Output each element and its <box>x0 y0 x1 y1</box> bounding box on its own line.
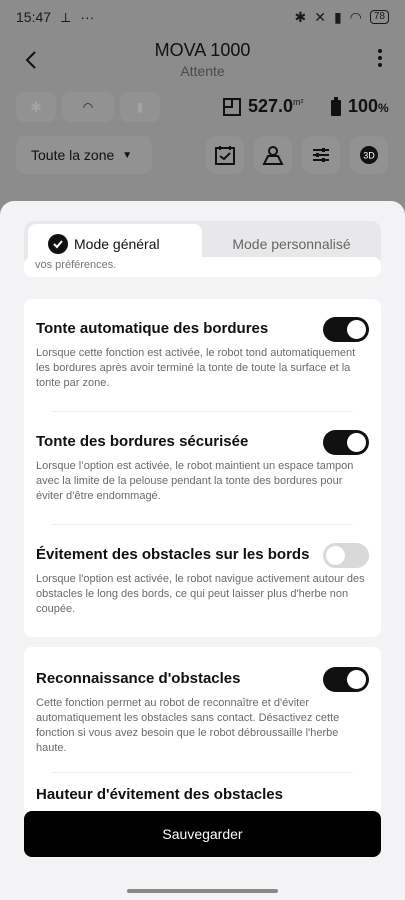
setting-item <box>36 669 369 756</box>
tab-general-label: Mode général <box>74 236 160 252</box>
status-time: 15:47 <box>16 9 52 25</box>
mute-icon: ✕ <box>314 8 326 25</box>
top-bar <box>0 34 405 90</box>
3d-view-button[interactable] <box>350 136 388 174</box>
setting-item <box>36 432 369 504</box>
map-button[interactable] <box>254 136 292 174</box>
status-bar <box>0 0 405 34</box>
setting-description: Cette fonction permet au robot de reconnaître et d'éviter automatiquement les obstacles sans contact. Désactivez cette fonction si vous avez besoin que le robot débroussaille l'herbe haute. <box>36 697 340 754</box>
calendar-icon <box>214 144 236 166</box>
setting-title: Évitement des obstacles sur les bords <box>36 546 310 563</box>
setting-item <box>36 545 369 617</box>
save-button[interactable]: Sauvegarder <box>24 811 381 857</box>
area-readout <box>222 96 304 117</box>
divider <box>52 524 353 525</box>
previous-card-text: vos préférences. <box>35 259 117 271</box>
setting-description: Lorsque l'option est activée, le robot navigue activement autour des obstacles le long des bords, ce qui peut laisser plus d'herbe non coupée. <box>36 573 365 615</box>
battery-unit: % <box>378 101 389 115</box>
caret-down-icon: ▼ <box>122 149 133 161</box>
area-icon <box>222 97 242 117</box>
bluetooth-status-icon: ✱ <box>294 8 307 25</box>
device-title: MOVA 1000 <box>154 40 251 60</box>
setting-title: Tonte automatique des bordures <box>36 320 269 337</box>
toolbar <box>206 136 388 174</box>
more-notifications-icon: ··· <box>80 9 95 25</box>
check-icon <box>48 234 68 254</box>
area-value: 527.0 <box>248 96 294 116</box>
edge-obstacle-toggle[interactable] <box>323 543 369 568</box>
divider <box>52 411 353 412</box>
obstacle-recognition-toggle[interactable] <box>323 667 369 692</box>
settings-list[interactable] <box>24 259 381 803</box>
settings-button[interactable] <box>302 136 340 174</box>
battery-value: 100 <box>348 96 379 116</box>
wifi-status-icon: ◠ <box>349 8 362 25</box>
edge-settings-card <box>24 299 381 637</box>
settings-sheet <box>0 201 405 900</box>
area-unit: m² <box>293 97 304 107</box>
background-app <box>0 0 405 215</box>
setting-item[interactable] <box>36 785 369 805</box>
connectivity-indicators <box>16 92 160 122</box>
home-indicator[interactable] <box>127 889 278 893</box>
setting-title: Tonte des bordures sécurisée <box>36 433 249 450</box>
more-icon[interactable] <box>377 48 383 68</box>
battery-readout <box>330 96 389 117</box>
map-icon <box>262 144 284 166</box>
signal-icon: ▮ <box>333 8 342 25</box>
battery-status: 78 <box>370 10 389 24</box>
notification-icon: ⟂ <box>61 8 71 25</box>
setting-title: Hauteur d'évitement des obstacles <box>36 786 283 803</box>
schedule-button[interactable] <box>206 136 244 174</box>
device-status: Attente <box>180 63 225 79</box>
previous-card <box>24 257 381 277</box>
zone-select-label: Toute la zone <box>31 147 115 163</box>
setting-item <box>36 319 369 391</box>
3d-icon <box>357 143 381 167</box>
wifi-icon: ◠ <box>62 92 114 122</box>
setting-description: Lorsque l’option est activée, le robot maintient un espace tampon avec la limite de la pelouse pendant la tonte des bordures pour éviter d’être endommagé. <box>36 460 354 502</box>
bluetooth-icon: ✱ <box>16 92 56 122</box>
zone-select[interactable] <box>16 136 152 174</box>
settings-icon <box>310 144 332 166</box>
cellular-icon: ▮ <box>120 92 160 122</box>
divider <box>52 772 353 773</box>
tab-custom-label: Mode personnalisé <box>232 236 351 252</box>
safe-edge-toggle[interactable] <box>323 430 369 455</box>
setting-title: Reconnaissance d'obstacles <box>36 670 241 687</box>
setting-description: Lorsque cette fonction est activée, le robot tond automatiquement les bordures après avoir terminé la tonte de toute la surface et la tonte par zone. <box>36 347 356 389</box>
svg-text:3D: 3D <box>363 150 375 161</box>
auto-edge-toggle[interactable] <box>323 317 369 342</box>
battery-icon <box>330 97 342 117</box>
